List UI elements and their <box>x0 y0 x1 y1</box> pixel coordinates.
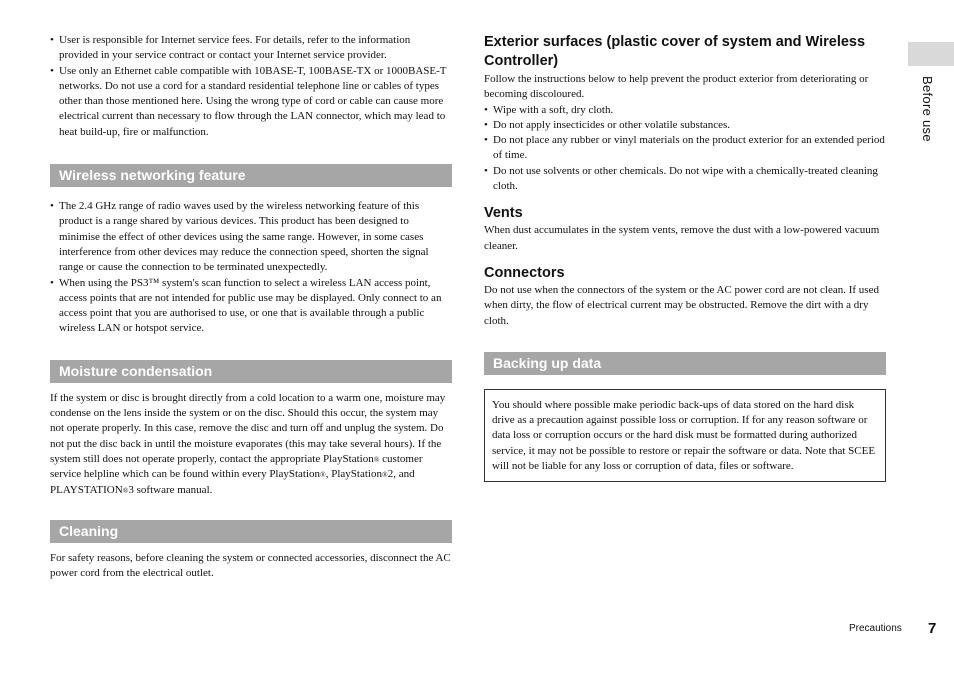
bullet-text: The 2.4 GHz range of radio waves used by the wireless networking feature of this product is a range shared by various devices. This product has been designed to minimise the effect of other devices using the same range. However, in some cases interference from other devices may reduce the connection speed, shorten the signal range or cause the connection to be terminated unexpectedly. <box>59 200 429 274</box>
footer-section-name: Precautions <box>849 623 902 634</box>
left-column <box>50 33 452 581</box>
list-item <box>50 199 452 275</box>
bullet-marker: • <box>484 103 488 116</box>
registered-mark: ® <box>381 470 388 480</box>
section-heading-wireless: Wireless networking feature <box>50 164 452 187</box>
section-heading-cleaning: Cleaning <box>50 520 452 543</box>
moisture-paragraph <box>50 391 452 498</box>
bullet-text: Wipe with a soft, dry cloth. <box>493 103 614 116</box>
exterior-intro: Follow the instructions below to help prevent the product exterior from deteriorating or becoming discoloured. <box>484 73 869 101</box>
exterior-bullet-list <box>484 103 886 195</box>
subheading-connectors: Connectors <box>484 264 565 281</box>
wireless-bullet-list <box>50 199 452 337</box>
list-item <box>50 276 452 337</box>
bullet-marker: • <box>484 118 488 131</box>
moisture-text-part: 3 software manual. <box>128 483 213 496</box>
subheading-vents: Vents <box>484 205 523 222</box>
bullet-text: Do not place any rubber or vinyl materials on the product exterior for an extended period of time. <box>493 134 885 162</box>
bullet-text: User is responsible for Internet service fees. For details, refer to the information provided in your service contract or contact your Internet service provider. <box>59 34 411 62</box>
registered-mark: ® <box>320 470 326 480</box>
list-item <box>50 33 452 64</box>
cleaning-paragraph: For safety reasons, before cleaning the system or connected accessories, disconnect the AC power cord from the electrical outlet. <box>50 551 451 580</box>
bullet-text: Use only an Ethernet cable compatible with 10BASE-T, 100BASE-TX or 1000BASE-T networks. Do not use a cord for a standard residential telephone line or cables of types other than those mentioned here. Using the wrong type of cord or cable can cause more electrical current than necessary to flow through the LAN connector, which may lead to heat build-up, fire or malfunction. <box>59 64 447 138</box>
list-item <box>484 118 886 133</box>
moisture-text-part: 2, and PLAYSTATION <box>50 468 415 496</box>
list-item <box>484 103 886 118</box>
bullet-marker: • <box>50 200 54 213</box>
bullet-text: Do not use solvents or other chemicals. Do not wipe with a chemically-treated cleaning cloth. <box>493 164 878 193</box>
vents-paragraph: When dust accumulates in the system vents, remove the dust with a low-powered vacuum cleaner. <box>484 224 880 252</box>
backup-notice-text: You should where possible make periodic back-ups of data stored on the hard disk drive as a precaution against possible loss or corruption. If for any reason software or data loss or corruption occurs or the hard disk must be formatted during authorized service, it may not be possible to restore or repair the software or data. Note that SCEE will not be liable for any loss or corruption of data, files or software. <box>492 398 876 473</box>
intro-bullet-list <box>50 33 452 140</box>
moisture-text-part: If the system or disc is brought directly from a cold location to a warm one, moisture may condense on the lens inside the system or on the disc. Should this occur, the system may not operate properly. In this case, remove the disc and turn off and unplug the system. Do not put the disc back in until the moisture evaporates (this may take several hours). If the system still does not operate properly, contact the appropriate PlayStation <box>50 391 446 465</box>
bullet-marker: • <box>50 64 54 77</box>
bullet-text: When using the PS3™ system's scan function to select a wireless LAN access point, access points that are not intended for public use may be displayed. Only connect to an access point that you are authorised to use, or one that is available through a public wireless LAN or hotspot service. <box>59 276 442 335</box>
side-tab-marker <box>908 42 954 66</box>
bullet-marker: • <box>50 276 54 289</box>
side-tab-label: Before use <box>920 76 935 142</box>
section-heading-moisture: Moisture condensation <box>50 360 452 383</box>
right-column <box>484 33 886 482</box>
section-heading-backup: Backing up data <box>484 352 886 375</box>
bullet-marker: • <box>484 164 488 177</box>
registered-mark: ® <box>373 454 380 464</box>
moisture-text-part: customer service helpline which can be found within every PlayStation <box>50 452 423 481</box>
list-item <box>484 133 886 164</box>
backup-notice-box <box>484 389 886 482</box>
bullet-marker: • <box>484 134 488 147</box>
page-number: 7 <box>928 620 937 637</box>
list-item <box>50 64 452 140</box>
bullet-marker: • <box>50 34 54 46</box>
connectors-paragraph: Do not use when the connectors of the system or the AC power cord are not clean. If used when dirty, the flow of electrical current may be obstructed. Remove the dirt with a dry cloth. <box>484 283 879 327</box>
bullet-text: Do not apply insecticides or other volatile substances. <box>493 118 731 131</box>
subheading-exterior: Exterior surfaces (plastic cover of system and Wireless Controller) <box>484 34 866 69</box>
moisture-text-part: , PlayStation <box>325 468 382 481</box>
list-item <box>484 164 886 195</box>
registered-mark: ® <box>122 485 129 495</box>
